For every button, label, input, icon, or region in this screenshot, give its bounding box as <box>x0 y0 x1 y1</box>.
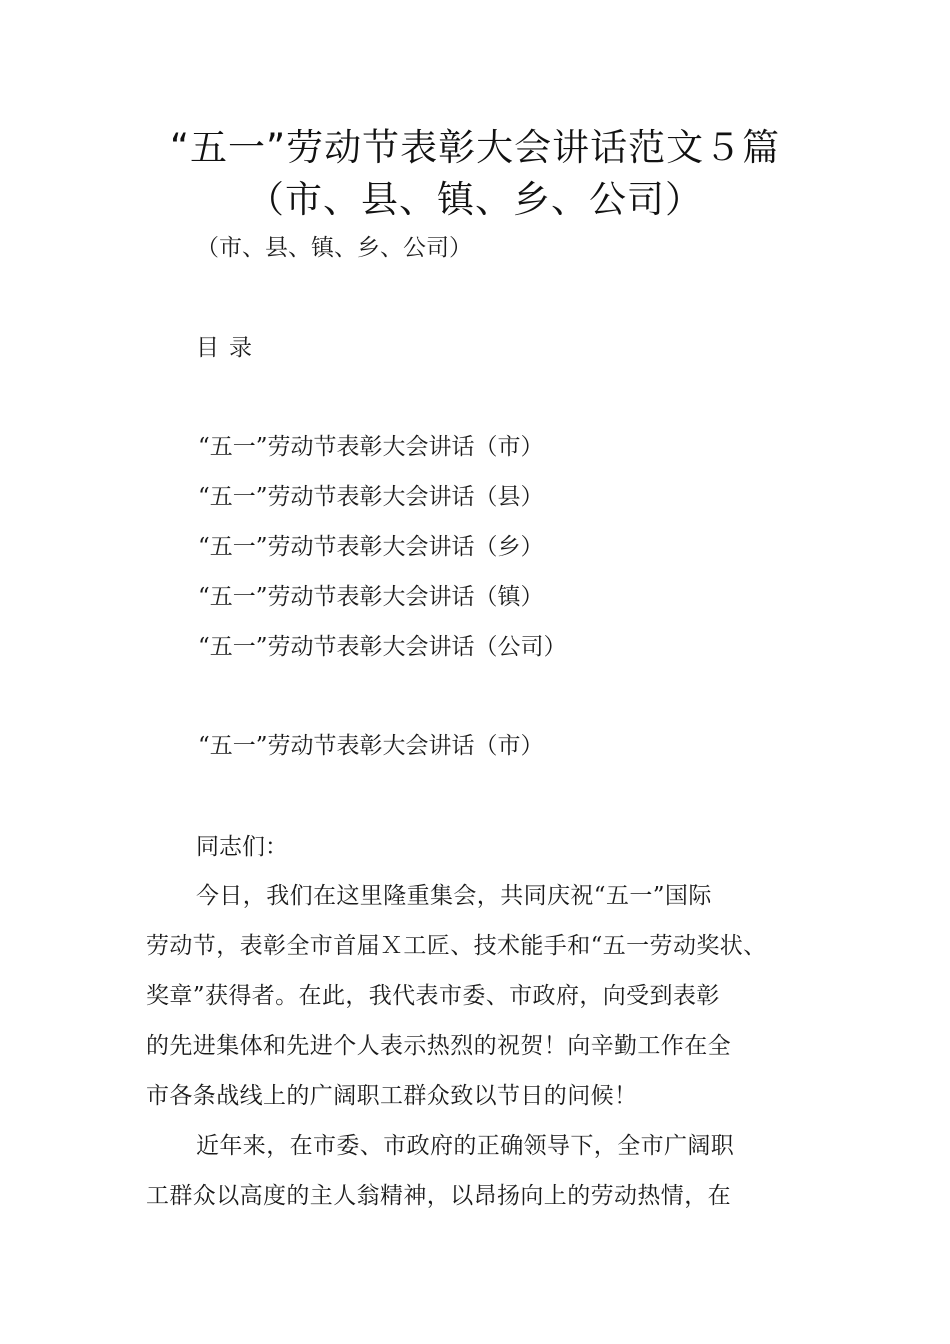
toc-item: “五一”劳动节表彰大会讲话（乡） <box>198 534 544 560</box>
toc-item: “五一”劳动节表彰大会讲话（县） <box>198 484 544 510</box>
salutation: 同志们： <box>196 834 288 860</box>
body-line: 工群众以高度的主人翁精神，以昂扬向上的劳动热情，在 <box>146 1183 731 1209</box>
toc-item: “五一”劳动节表彰大会讲话（镇） <box>198 584 544 610</box>
document-subtitle: （市、县、镇、乡、公司） <box>196 235 472 261</box>
body-line: 近年来，在市委、市政府的正确领导下，全市广阔职 <box>196 1133 735 1159</box>
body-line: 的先进集体和先进个人表示热烈的祝贺！向辛勤工作在全 <box>146 1033 731 1059</box>
toc-heading: 目录 <box>196 335 262 361</box>
document-title-line2: （市、县、镇、乡、公司） <box>247 178 703 221</box>
body-line: 市各条战线上的广阔职工群众致以节日的问候！ <box>146 1083 638 1109</box>
section-heading: “五一”劳动节表彰大会讲话（市） <box>198 733 544 759</box>
body-line: 劳动节，表彰全市首届Ｘ工匠、技术能手和“五一劳动奖状、 <box>146 933 767 959</box>
body-line: 奖章”获得者。在此，我代表市委、市政府，向受到表彰 <box>146 983 720 1009</box>
toc-item: “五一”劳动节表彰大会讲话（公司） <box>198 634 567 660</box>
toc-item: “五一”劳动节表彰大会讲话（市） <box>198 434 544 460</box>
document-title-line1: “五一”劳动节表彰大会讲话范文５篇 <box>169 126 781 169</box>
body-line: 今日，我们在这里隆重集会，共同庆祝“五一”国际 <box>196 883 712 909</box>
